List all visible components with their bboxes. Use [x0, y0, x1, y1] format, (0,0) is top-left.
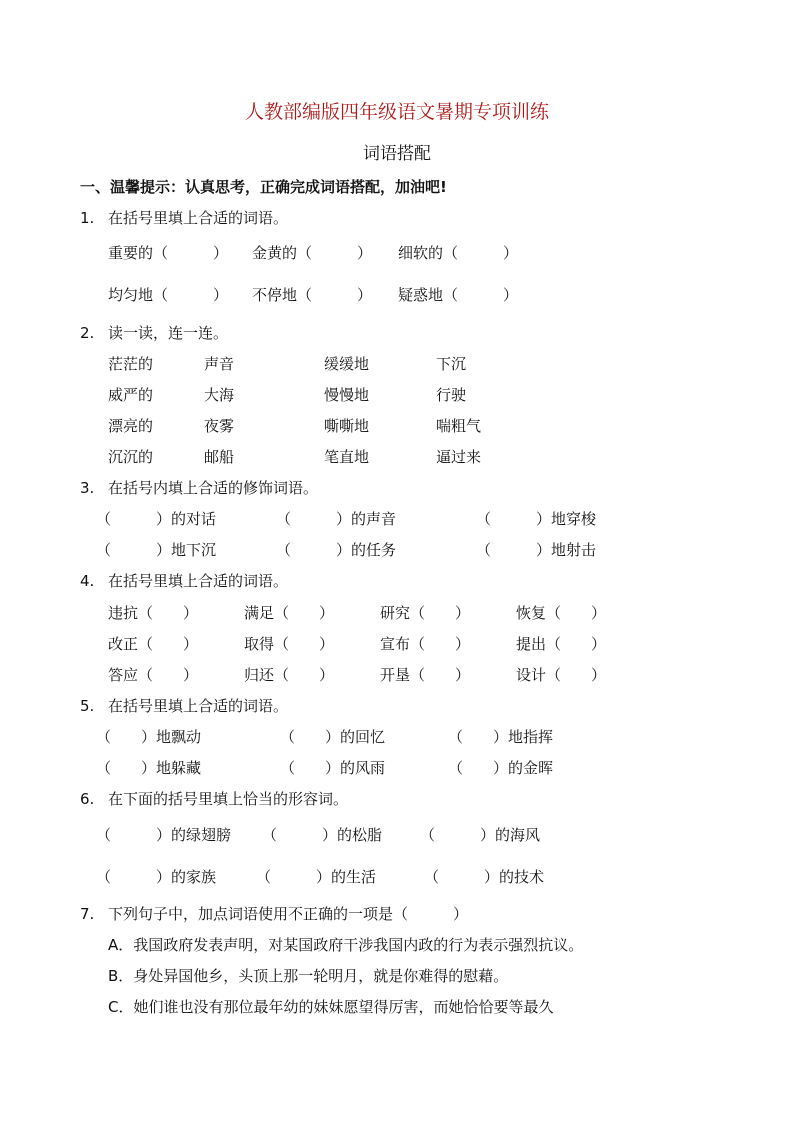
question-number: 7. [80, 905, 95, 923]
fill-item: 提出（ ） [516, 635, 607, 653]
question-text: 在括号里填上合适的词语。 [108, 697, 289, 715]
fill-item: （ ）的声音 [276, 510, 397, 528]
match-word: 喘粗气 [436, 417, 482, 435]
fill-item: 细软的（ ） [398, 244, 519, 262]
fill-item: （ ）的松脂 [262, 826, 383, 844]
fill-item: （ ）的任务 [276, 541, 397, 559]
fill-item: 宣布（ ） [380, 635, 471, 653]
question-text: 在括号里填上合适的词语。 [108, 209, 289, 227]
fill-item: （ ）的技术 [424, 868, 545, 886]
match-word: 下沉 [436, 355, 467, 373]
question-number: 3. [80, 479, 95, 497]
question-text: 在下面的括号里填上恰当的形容词。 [108, 790, 349, 808]
fill-item: 设计（ ） [516, 666, 607, 684]
question-text: 下列句子中，加点词语使用不正确的一项是（ ） [108, 905, 469, 923]
fill-item: 满足（ ） [244, 604, 335, 622]
match-word: 茫茫的 [108, 355, 154, 373]
fill-item: 不停地（ ） [252, 286, 373, 304]
option-c: C．她们谁也没有那位最年幼的妹妹愿望得厉害，而她恰恰要等最久 [108, 998, 554, 1016]
question-text: 在括号内填上合适的修饰词语。 [108, 479, 319, 497]
section-heading: 一、温馨提示：认真思考，正确完成词语搭配，加油吧! [80, 178, 447, 196]
question-number: 2. [80, 324, 95, 342]
question-text: 在括号里填上合适的词语。 [108, 572, 289, 590]
page-title: 人教部编版四年级语文暑期专项训练 [244, 101, 549, 123]
fill-item: 均匀地（ ） [108, 286, 229, 304]
fill-item: 归还（ ） [244, 666, 335, 684]
match-word: 威严的 [108, 386, 154, 404]
match-word: 缓缓地 [324, 355, 370, 373]
match-word: 行驶 [436, 386, 467, 404]
match-word: 邮船 [204, 448, 235, 466]
fill-item: 恢复（ ） [516, 604, 607, 622]
question-number: 1. [80, 209, 95, 227]
fill-item: （ ）的家族 [96, 868, 217, 886]
question-number: 4. [80, 572, 95, 590]
question-number: 6. [80, 790, 95, 808]
fill-item: （ ）地躲藏 [96, 759, 202, 777]
fill-item: （ ）地指挥 [448, 728, 554, 746]
match-word: 嘶嘶地 [324, 417, 370, 435]
fill-item: （ ）地穿梭 [476, 510, 597, 528]
question-number: 5. [80, 697, 95, 715]
question-text: 读一读，连一连。 [108, 324, 229, 342]
match-word: 逼过来 [436, 448, 482, 466]
fill-item: （ ）的风雨 [280, 759, 386, 777]
fill-item: （ ）的海风 [420, 826, 541, 844]
fill-item: 疑惑地（ ） [398, 286, 519, 304]
match-word: 夜雾 [204, 417, 235, 435]
match-word: 大海 [204, 386, 235, 404]
match-word: 漂亮的 [108, 417, 154, 435]
page-subtitle: 词语搭配 [363, 144, 431, 164]
match-word: 沉沉的 [108, 448, 154, 466]
fill-item: （ ）的绿翅膀 [96, 826, 232, 844]
fill-item: 改正（ ） [108, 635, 199, 653]
fill-item: （ ）地下沉 [96, 541, 217, 559]
fill-item: 金黄的（ ） [252, 244, 373, 262]
fill-item: （ ）地射击 [476, 541, 597, 559]
match-word: 笔直地 [324, 448, 370, 466]
match-word: 声音 [204, 355, 235, 373]
option-b: B．身处异国他乡，头顶上那一轮明月，就是你难得的慰藉。 [108, 967, 509, 985]
fill-item: 答应（ ） [108, 666, 199, 684]
fill-item: （ ）的金晖 [448, 759, 554, 777]
fill-item: 重要的（ ） [108, 244, 229, 262]
fill-item: 开垦（ ） [380, 666, 471, 684]
fill-item: 违抗（ ） [108, 604, 199, 622]
fill-item: （ ）地飘动 [96, 728, 202, 746]
option-a: A．我国政府发表声明，对某国政府干涉我国内政的行为表示强烈抗议。 [108, 936, 584, 954]
fill-item: （ ）的回忆 [280, 728, 386, 746]
match-word: 慢慢地 [324, 386, 370, 404]
fill-item: （ ）的生活 [256, 868, 377, 886]
fill-item: 研究（ ） [380, 604, 471, 622]
fill-item: 取得（ ） [244, 635, 335, 653]
fill-item: （ ）的对话 [96, 510, 217, 528]
